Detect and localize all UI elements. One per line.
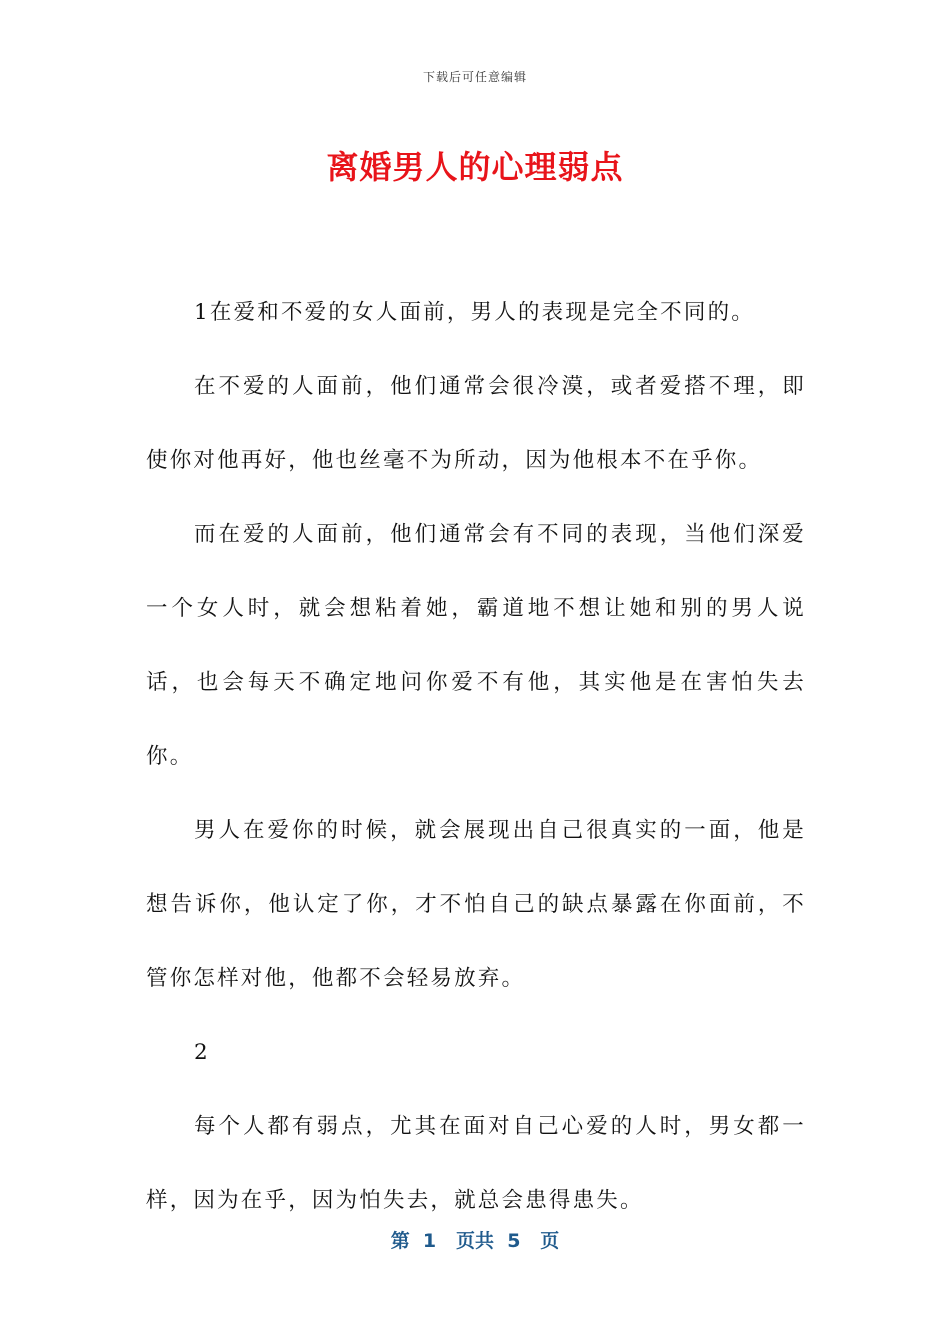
paragraph-5: 每个人都有弱点，尤其在面对自己心爱的人时，男女都一样，因为在乎，因为怕失去，就总会患得患失。 bbox=[146, 1114, 806, 1213]
paragraph-3: 而在爱的人面前，他们通常会有不同的表现，当他们深爱一个女人时，就会想粘着她，霸道地不想让她和别的男人说话，也会每天不确定地问你爱不有他，其实他是在害怕失去你。 bbox=[146, 522, 806, 769]
paragraph-1: 1在爱和不爱的女人面前，男人的表现是完全不同的。 bbox=[194, 300, 755, 325]
document-title: 离婚男人的心理弱点 bbox=[326, 148, 624, 186]
paragraph-2: 在不爱的人面前，他们通常会很冷漠，或者爱搭不理，即使你对他再好，他也丝毫不为所动，因为他根本不在乎你。 bbox=[146, 374, 806, 473]
section-number: 2 bbox=[194, 1040, 210, 1065]
paragraph-4: 男人在爱你的时候，就会展现出自己很真实的一面，他是想告诉你，他认定了你，才不怕自己的缺点暴露在你面前，不管你怎样对他，他都不会轻易放弃。 bbox=[146, 818, 806, 991]
document-body bbox=[146, 276, 806, 1238]
page-number-footer: 第 1 页共 5 页 bbox=[390, 1230, 560, 1252]
header-note: 下载后可任意编辑 bbox=[422, 70, 527, 84]
